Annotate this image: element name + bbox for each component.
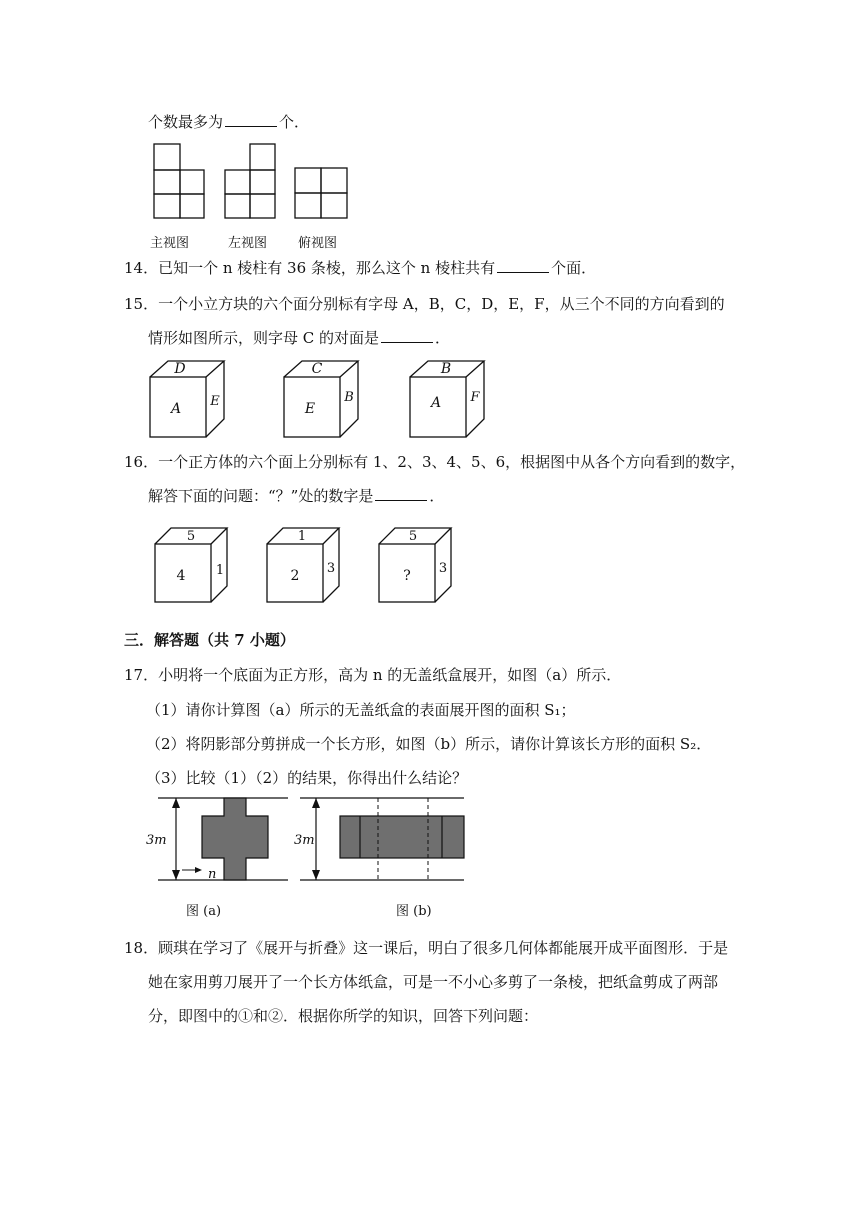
q16-text: 一个正方体的六个面上分别标有 1、2、3、4、5、6，根据图中从各个方向看到的数字， — [158, 453, 746, 471]
q17-number: 17． — [124, 666, 159, 684]
letter-cube-3-side: F — [470, 390, 480, 405]
q18-number: 18． — [124, 939, 159, 957]
letter-cubes-figure — [140, 355, 510, 445]
letter-cube-3 — [410, 361, 484, 437]
figure-b — [288, 792, 478, 892]
letter-cube-1-front: A — [170, 401, 182, 417]
number-cube-3-top: 5 — [408, 529, 418, 544]
fig-b-caption: 图 (b) — [396, 904, 432, 919]
number-cube-3-front: ? — [403, 568, 411, 584]
q15-text-end: ． — [435, 329, 451, 347]
number-cube-1-side: 1 — [215, 563, 225, 578]
number-cube-1-front: 4 — [176, 568, 186, 584]
question-17-line1 — [124, 665, 621, 685]
q15-blank — [381, 328, 433, 343]
q17-text: 小明将一个底面为正方形，高为 n 的无盖纸盒展开，如图（a）所示． — [158, 666, 622, 684]
q13-blank — [225, 112, 277, 127]
letter-cube-3-top: B — [440, 361, 452, 377]
q13-text-end: 个． — [279, 113, 310, 131]
number-cubes-figure — [145, 522, 475, 608]
q17-sub2: （2）将阴影部分剪拼成一个长方形，如图（b）所示，请你计算该长方形的面积 S₂． — [146, 735, 712, 753]
q17-sub1: （1）请你计算图（a）所示的无盖纸盒的表面展开图的面积 S₁； — [146, 701, 576, 719]
q15-text2: 情形如图所示，则字母 C 的对面是 — [148, 329, 380, 347]
number-cube-2-front: 2 — [290, 568, 300, 584]
letter-cube-2-side: B — [344, 390, 354, 405]
figure-a — [140, 792, 300, 892]
number-cube-1 — [155, 528, 227, 602]
q14-text-end: 个面． — [551, 259, 597, 277]
letter-cube-1-side: E — [210, 394, 220, 409]
q18-text: 顾琪在学习了《展开与折叠》这一课后，明白了很多几何体都能展开成平面图形．于是 — [158, 939, 729, 957]
number-cube-2-top: 1 — [297, 529, 307, 544]
q13-tail — [148, 112, 309, 132]
letter-cube-2-top: C — [311, 361, 323, 377]
q15-text: 一个小立方块的六个面分别标有字母 A，B，C，D，E，F，从三个不同的方向看到的 — [158, 295, 725, 313]
number-cube-2-side: 3 — [326, 561, 336, 576]
fig-b-rectangle — [340, 816, 464, 858]
question-16-line1 — [124, 452, 745, 472]
fig-b-dim-label: 3m — [294, 833, 315, 848]
q15-number: 15． — [124, 295, 159, 313]
question-18-line2: 她在家用剪刀展开了一个长方体纸盒，可是一不小心多剪了一条棱，把纸盒剪成了两部 — [148, 973, 719, 991]
question-18-line3: 分，即图中的①和②．根据你所学的知识，回答下列问题： — [148, 1007, 539, 1025]
front-view — [154, 144, 204, 218]
fig-a-caption: 图 (a) — [186, 904, 222, 919]
fig-a-n-label: n — [208, 867, 217, 882]
question-15-line1 — [124, 294, 725, 314]
q17-sub3: （3）比较（1）（2）的结果，你得出什么结论？ — [146, 769, 468, 787]
q13-text: 个数最多为 — [148, 113, 224, 131]
letter-cube-2-front: E — [304, 401, 316, 417]
q14-blank — [497, 258, 549, 273]
number-cube-1-top: 5 — [186, 529, 196, 544]
q14-number: 14． — [124, 259, 159, 277]
question-18-line1 — [124, 938, 728, 958]
q14-text: 已知一个 n 棱柱有 36 条棱，那么这个 n 棱柱共有 — [158, 259, 496, 277]
view-caption-left: 左视图 — [228, 236, 268, 251]
question-16-line2 — [148, 486, 444, 506]
letter-cube-2 — [284, 361, 358, 437]
left-view — [225, 144, 275, 218]
number-cube-3-side: 3 — [438, 561, 448, 576]
q16-number: 16． — [124, 453, 159, 471]
number-cube-3 — [379, 528, 451, 602]
letter-cube-3-front: A — [430, 395, 442, 411]
view-caption-top: 俯视图 — [298, 236, 338, 251]
q16-text2: 解答下面的问题：“？”处的数字是 — [148, 487, 374, 505]
fig-a-dim-label: 3m — [146, 833, 167, 848]
number-cube-2 — [267, 528, 339, 602]
top-view — [295, 168, 347, 218]
view-caption-front: 主视图 — [150, 236, 190, 251]
question-14 — [124, 258, 596, 278]
letter-cube-1-top: D — [174, 361, 186, 377]
q16-text-end: ． — [429, 487, 445, 505]
letter-cube-1 — [150, 361, 224, 437]
q16-blank — [375, 486, 427, 501]
question-15-line2 — [148, 328, 450, 348]
section-heading: 三．解答题（共 7 小题） — [124, 631, 295, 649]
